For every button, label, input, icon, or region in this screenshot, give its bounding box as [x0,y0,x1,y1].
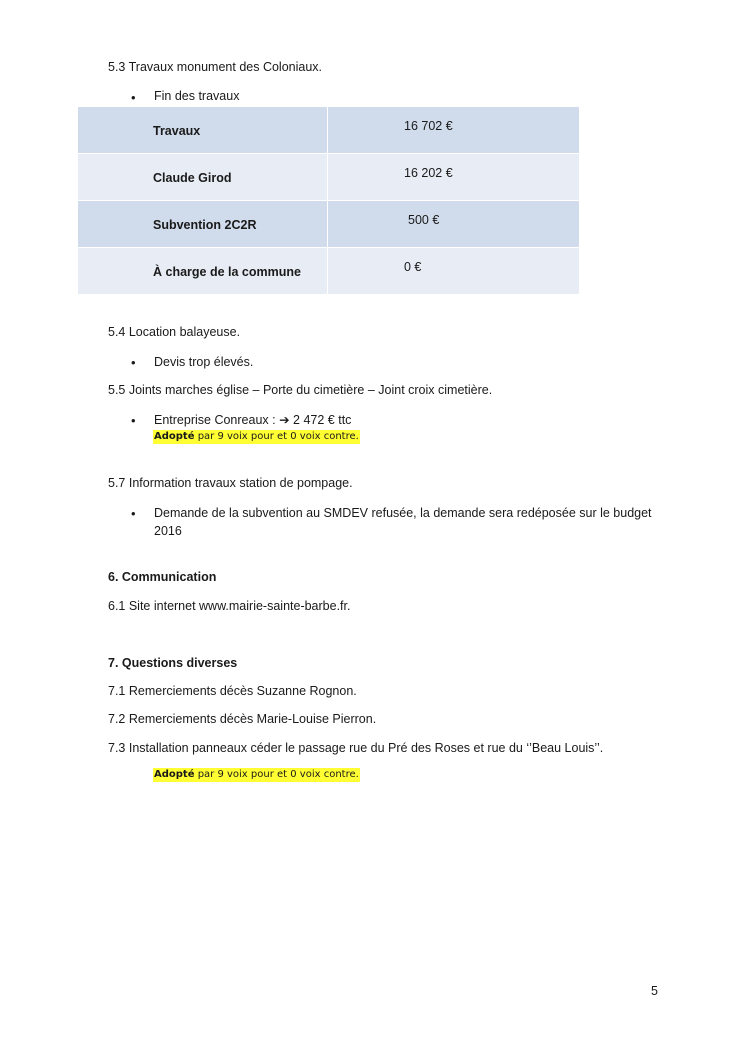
section-5-7-bullet-line2: 2016 [154,524,182,538]
section-5-3-title: 5.3 Travaux monument des Coloniaux. [108,60,323,74]
section-6-heading: 6. Communication [108,570,217,584]
vote-detail: par 9 voix pour et 0 voix contre. [197,431,359,442]
section-6-1-item: 6.1 Site internet www.mairie-sainte-barbe.fr. [108,599,351,613]
table-row [78,107,580,154]
arrow-right-icon: ➔ [279,413,290,427]
table-row [78,248,580,295]
vote-result-highlight [153,768,360,782]
table-row [78,154,580,201]
section-5-5-title: 5.5 Joints marches église – Porte du cimetière – Joint croix cimetière. [108,383,493,397]
bullet-icon: • [131,413,136,428]
section-5-4-title: 5.4 Location balayeuse. [108,325,241,339]
table-cell-amount: 16 702 € [328,107,580,154]
table-cell-label: Travaux [78,107,328,154]
section-5-5-bullet [154,412,351,427]
section-7-1-item: 7.1 Remerciements décès Suzanne Rognon. [108,684,357,698]
page-number: 5 [651,984,658,998]
table-cell-amount: 500 € [328,201,580,248]
table-cell-label: Subvention 2C2R [78,201,328,248]
cost-table [77,106,580,295]
section-7-heading: 7. Questions diverses [108,656,238,670]
section-5-3-bullet: Fin des travaux [154,89,240,103]
table-cell-label: À charge de la commune [78,248,328,295]
section-7-2-item: 7.2 Remerciements décès Marie-Louise Pierron. [108,712,377,726]
table-cell-amount: 0 € [328,248,580,295]
vote-detail: par 9 voix pour et 0 voix contre. [197,769,359,780]
table-cell-amount: 16 202 € [328,154,580,201]
vote-adopted-label: Adopté [154,431,195,442]
vote-result-highlight [153,430,360,444]
table-cell-label: Claude Girod [78,154,328,201]
section-5-7-bullet-line1: Demande de la subvention au SMDEV refusée, la demande sera redéposée sur le budget [154,506,652,520]
bullet-icon: • [131,506,136,521]
section-5-7-title: 5.7 Information travaux station de pompage. [108,476,353,490]
bullet-icon: • [131,90,136,105]
bullet-amount: 2 472 € ttc [293,413,352,427]
table-row [78,201,580,248]
vote-adopted-label: Adopté [154,769,195,780]
bullet-icon: • [131,355,136,370]
bullet-prefix: Entreprise Conreaux : [154,413,276,427]
section-5-4-bullet: Devis trop élevés. [154,355,254,369]
section-7-3-item: 7.3 Installation panneaux céder le passage rue du Pré des Roses et rue du ‘’Beau Louis’’. [108,741,604,755]
